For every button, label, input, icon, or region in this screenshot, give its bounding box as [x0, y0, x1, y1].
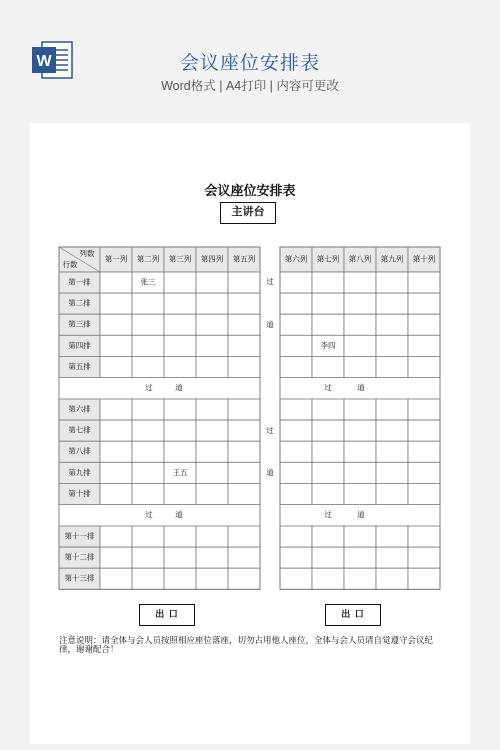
- seat-cell: [132, 420, 164, 441]
- seat-cell: [376, 420, 408, 441]
- seat-cell: [196, 335, 228, 356]
- row-header-label: 第十二排: [64, 552, 95, 562]
- seat-cell: [376, 272, 408, 293]
- seat-cell: [100, 420, 132, 441]
- seat-cell: [408, 462, 440, 483]
- seat-cell: [228, 293, 260, 314]
- horizontal-aisle-char-2: 道: [175, 509, 183, 519]
- column-header-label: 第一列: [104, 254, 128, 264]
- seat-cell: [164, 293, 196, 314]
- seat-cell: [408, 483, 440, 504]
- seat-cell: [132, 462, 164, 483]
- seat-cell: [132, 314, 164, 335]
- seat-cell: [196, 293, 228, 314]
- seat-cell: [376, 441, 408, 462]
- seat-cell: [196, 356, 228, 377]
- seat-cell: [228, 399, 260, 420]
- column-header-label: 第九列: [380, 254, 404, 264]
- row-header-label: 第七排: [68, 425, 91, 435]
- exit-right: 出 口: [325, 604, 381, 626]
- seat-cell: [164, 335, 196, 356]
- seat-cell: [408, 441, 440, 462]
- column-header-label: 第六列: [284, 254, 308, 264]
- horizontal-aisle-char-2: 道: [357, 382, 365, 392]
- seat-cell: [164, 314, 196, 335]
- seat-cell: [228, 462, 260, 483]
- seat-cell: [376, 335, 408, 356]
- exit-left: 出 口: [139, 604, 195, 626]
- seat-cell: [100, 399, 132, 420]
- column-header-label: 第四列: [200, 254, 224, 264]
- seat-cell: [280, 335, 312, 356]
- seat-cell: [376, 568, 408, 589]
- seat-cell: [376, 314, 408, 335]
- column-header-label: 第二列: [136, 254, 160, 264]
- header: [0, 0, 500, 115]
- seat-cell: [132, 547, 164, 568]
- seat-cell: [312, 483, 344, 504]
- seat-cell: [100, 356, 132, 377]
- seat-cell: [196, 272, 228, 293]
- seat-cell: [280, 314, 312, 335]
- seat-cell: [132, 526, 164, 547]
- seat-cell: [312, 547, 344, 568]
- seat-cell: [344, 399, 376, 420]
- vertical-aisle-char-2: 道: [266, 319, 274, 329]
- vertical-aisle-char-1: 过: [266, 276, 274, 286]
- row-header-label: 第十排: [68, 488, 91, 498]
- seat-cell: [280, 356, 312, 377]
- seat-cell: [280, 399, 312, 420]
- seat-cell: [100, 526, 132, 547]
- seat-cell: [344, 526, 376, 547]
- row-header-label: 第三排: [68, 319, 91, 329]
- seat-cell: [100, 441, 132, 462]
- seat-cell: [376, 526, 408, 547]
- seat-cell: [408, 547, 440, 568]
- horizontal-aisle-char-1: 过: [145, 382, 153, 392]
- row-header-label: 第二排: [68, 298, 91, 308]
- column-header-label: 第十列: [412, 254, 436, 264]
- seat-cell: [196, 568, 228, 589]
- seat-cell: [228, 483, 260, 504]
- horizontal-aisle-char-2: 道: [357, 509, 365, 519]
- seat-cell: [344, 441, 376, 462]
- row-header-label: 第五排: [68, 361, 91, 371]
- seat-cell: [196, 462, 228, 483]
- seat-cell: [312, 314, 344, 335]
- seat-cell: [228, 335, 260, 356]
- seat-cell: [196, 420, 228, 441]
- svg-text:W: W: [36, 53, 52, 70]
- seat-cell: [376, 399, 408, 420]
- seat-cell: [164, 547, 196, 568]
- seat-cell: [228, 441, 260, 462]
- seat-cell: [132, 335, 164, 356]
- seat-cell: [408, 314, 440, 335]
- document-sheet: [30, 123, 470, 744]
- column-header-label: 第七列: [316, 254, 340, 264]
- seat-cell: [100, 272, 132, 293]
- seat-cell: [164, 272, 196, 293]
- seat-cell: [344, 272, 376, 293]
- seat-cell: [408, 335, 440, 356]
- row-header-label: 第十三排: [64, 573, 95, 583]
- horizontal-aisle-char-1: 过: [145, 509, 153, 519]
- seat-cell: [280, 483, 312, 504]
- note-text: 注意说明：请全体与会人员按照相应座位落座，切勿占用他人座位，全体与会人员请自觉遵守会议纪律，谢谢配合！: [59, 635, 434, 654]
- horizontal-aisle-char-1: 过: [324, 382, 332, 392]
- seat-cell: [408, 356, 440, 377]
- seat-cell: [312, 272, 344, 293]
- row-header-label: 第一排: [68, 277, 91, 287]
- horizontal-aisle-char-1: 过: [324, 509, 332, 519]
- seat-cell: [196, 526, 228, 547]
- horizontal-aisle-char-2: 道: [175, 382, 183, 392]
- seat-cell: [280, 293, 312, 314]
- seat-cell: [228, 356, 260, 377]
- seat-cell: [100, 547, 132, 568]
- seat-cell: [132, 399, 164, 420]
- seat-cell: [344, 293, 376, 314]
- seat-cell: [376, 293, 408, 314]
- seat-cell: [344, 483, 376, 504]
- seat-cell: [228, 420, 260, 441]
- seat-cell: [280, 441, 312, 462]
- seat-cell: [408, 399, 440, 420]
- seat-name: 王五: [172, 467, 188, 477]
- seat-cell: [344, 462, 376, 483]
- seat-cell: [408, 568, 440, 589]
- seat-cell: [132, 441, 164, 462]
- seat-cell: [164, 420, 196, 441]
- seat-cell: [164, 526, 196, 547]
- page-title: 会议座位安排表: [179, 53, 320, 74]
- seat-cell: [280, 568, 312, 589]
- seat-cell: [196, 314, 228, 335]
- seat-cell: [228, 272, 260, 293]
- seat-cell: [376, 483, 408, 504]
- seat-cell: [408, 272, 440, 293]
- corner-row-label: 行数: [62, 259, 78, 269]
- column-header-label: 第五列: [232, 254, 256, 264]
- seat-cell: [280, 547, 312, 568]
- seat-cell: [408, 526, 440, 547]
- row-header-label: 第六排: [68, 404, 91, 414]
- seat-cell: [312, 526, 344, 547]
- seat-cell: [344, 356, 376, 377]
- seat-cell: [344, 420, 376, 441]
- seat-cell: [344, 547, 376, 568]
- seat-cell: [100, 568, 132, 589]
- seat-cell: [196, 547, 228, 568]
- seat-cell: [132, 568, 164, 589]
- seat-cell: [280, 462, 312, 483]
- podium-box: 主讲台: [220, 202, 276, 224]
- row-header-label: 第十一排: [64, 531, 95, 541]
- seat-cell: [280, 420, 312, 441]
- seat-cell: [280, 526, 312, 547]
- seat-cell: [408, 420, 440, 441]
- seat-cell: [228, 526, 260, 547]
- seat-cell: [312, 441, 344, 462]
- seat-cell: [132, 293, 164, 314]
- seat-cell: [164, 356, 196, 377]
- seat-cell: [164, 399, 196, 420]
- seat-cell: [344, 568, 376, 589]
- seat-cell: [344, 314, 376, 335]
- seat-cell: [164, 483, 196, 504]
- seat-cell: [132, 483, 164, 504]
- seat-cell: [196, 483, 228, 504]
- seat-cell: [132, 356, 164, 377]
- vertical-aisle-char-2: 道: [266, 467, 274, 477]
- seat-cell: [228, 547, 260, 568]
- seat-cell: [312, 356, 344, 377]
- seat-cell: [164, 568, 196, 589]
- seat-cell: [376, 356, 408, 377]
- seat-cell: [196, 441, 228, 462]
- seat-cell: [312, 462, 344, 483]
- vertical-aisle-char-1: 过: [266, 425, 274, 435]
- seat-cell: [196, 399, 228, 420]
- row-header-label: 第九排: [68, 467, 91, 477]
- seat-cell: [228, 314, 260, 335]
- seat-cell: [100, 483, 132, 504]
- seat-cell: [228, 568, 260, 589]
- seat-cell: [280, 272, 312, 293]
- row-header-label: 第八排: [68, 446, 91, 456]
- seat-cell: [312, 420, 344, 441]
- seat-cell: [312, 293, 344, 314]
- seat-cell: [408, 293, 440, 314]
- column-header-label: 第八列: [348, 254, 372, 264]
- seat-cell: [376, 462, 408, 483]
- row-header-label: 第四排: [68, 340, 91, 350]
- seat-cell: [312, 399, 344, 420]
- seat-name: 李四: [320, 340, 336, 350]
- seat-cell: [344, 335, 376, 356]
- seat-cell: [100, 462, 132, 483]
- corner-col-label: 列数: [79, 248, 95, 258]
- seat-cell: [100, 314, 132, 335]
- seat-cell: [312, 568, 344, 589]
- column-header-label: 第三列: [168, 254, 192, 264]
- seat-cell: [164, 441, 196, 462]
- seat-name: 张三: [140, 277, 156, 287]
- seat-cell: [376, 547, 408, 568]
- page-subtitle: Word格式 | A4打印 | 内容可更改: [161, 79, 339, 93]
- seat-cell: [100, 293, 132, 314]
- seat-cell: [100, 335, 132, 356]
- document-title: 会议座位安排表: [204, 183, 296, 198]
